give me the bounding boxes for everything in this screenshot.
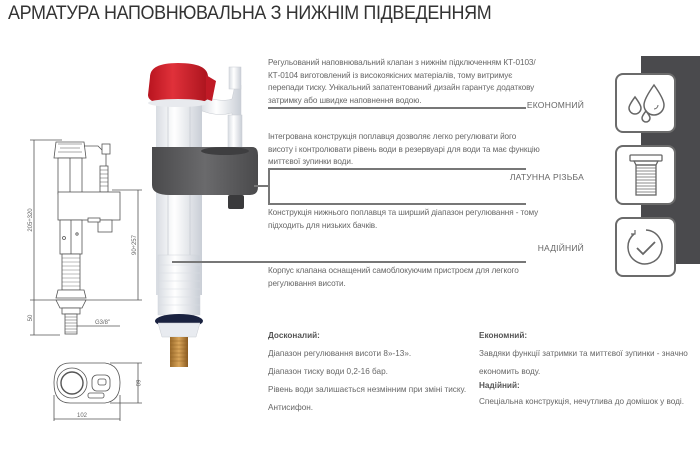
technical-drawing-top bbox=[20, 345, 150, 425]
dim-float-height: 90÷257 bbox=[132, 235, 138, 255]
feature-icon-box-brass-thread bbox=[615, 145, 676, 205]
water-drops-icon bbox=[624, 81, 668, 125]
description-4: Корпус клапана оснащений самоблокуючим пристроєм для легкого регулювання висоти. bbox=[268, 266, 519, 288]
dim-total-height: 205÷320 bbox=[28, 208, 34, 232]
dim-bottom: 50 bbox=[28, 314, 34, 322]
feature-label-reliable: НАДІЙНИЙ bbox=[537, 243, 584, 253]
feature-label-economical: ЕКОНОМНИЙ bbox=[526, 100, 584, 110]
dim-width: 102 bbox=[76, 413, 88, 419]
dim-thread: G3/8" bbox=[95, 320, 111, 326]
spec-line: Діапазон регулювання висоти 8»-13». bbox=[268, 349, 412, 358]
spec-line: Спеціальна конструкція, нечутлива до домішок у воді. bbox=[479, 397, 684, 406]
product-image-fill-valve bbox=[140, 55, 270, 370]
technical-drawing-side bbox=[20, 130, 150, 340]
feature-icon-box-economical bbox=[615, 73, 676, 133]
specs-right-heading-economical: Економний: bbox=[479, 331, 528, 340]
spec-line: Рівень води залишається незмінним при зміні тиску. bbox=[268, 385, 467, 394]
divider-2 bbox=[268, 168, 526, 170]
specs-right-heading-reliable: Надійний: bbox=[479, 381, 520, 390]
dim-depth: 60 bbox=[134, 379, 140, 387]
specs-left bbox=[268, 331, 466, 421]
description-1: Регульований наповнювальний клапан з нижнім підключенням КТ-0103/ КТ-0104 виготовлений із високоякісних матеріалів, тому витримує перепади тиску. Унікальний запатентований дизайн гарантує додаткову затримку або швидке наповнення водою. bbox=[268, 58, 536, 105]
specs-right bbox=[479, 331, 688, 415]
description-3: Конструкція нижнього поплавця та ширший діапазон регулювання - тому підходить для низьких бачків. bbox=[268, 208, 539, 230]
connector-body bbox=[172, 261, 526, 263]
checkmark-circle-icon bbox=[624, 225, 668, 269]
feature-label-brass-thread: ЛАТУННА РІЗЬБА bbox=[509, 172, 584, 182]
spec-line: Антисифон. bbox=[268, 403, 314, 412]
spec-line: Завдяки функції затримки та миттєвої зупинки - значно bbox=[479, 349, 688, 358]
divider-3 bbox=[268, 203, 526, 205]
spec-line: Діапазон тиску води 0,2-16 бар. bbox=[268, 367, 388, 376]
feature-icon-box-reliable bbox=[615, 217, 676, 277]
page-title: АРМАТУРА НАПОВНЮВАЛЬНА З НИЖНІМ ПІДВЕДЕННЯМ bbox=[8, 2, 492, 24]
specs-left-heading: Досконалий: bbox=[268, 331, 320, 340]
divider-1 bbox=[268, 107, 526, 109]
description-2: Інтегрована конструкція поплавця дозволяє легко регулювати його висоту і контролювати рівень води в резервуарі для води та має функцію миттєвої зупинки води. bbox=[268, 132, 540, 166]
connector-float bbox=[254, 185, 269, 187]
spec-line: економить воду. bbox=[479, 367, 541, 376]
brass-thread-icon bbox=[624, 151, 668, 199]
